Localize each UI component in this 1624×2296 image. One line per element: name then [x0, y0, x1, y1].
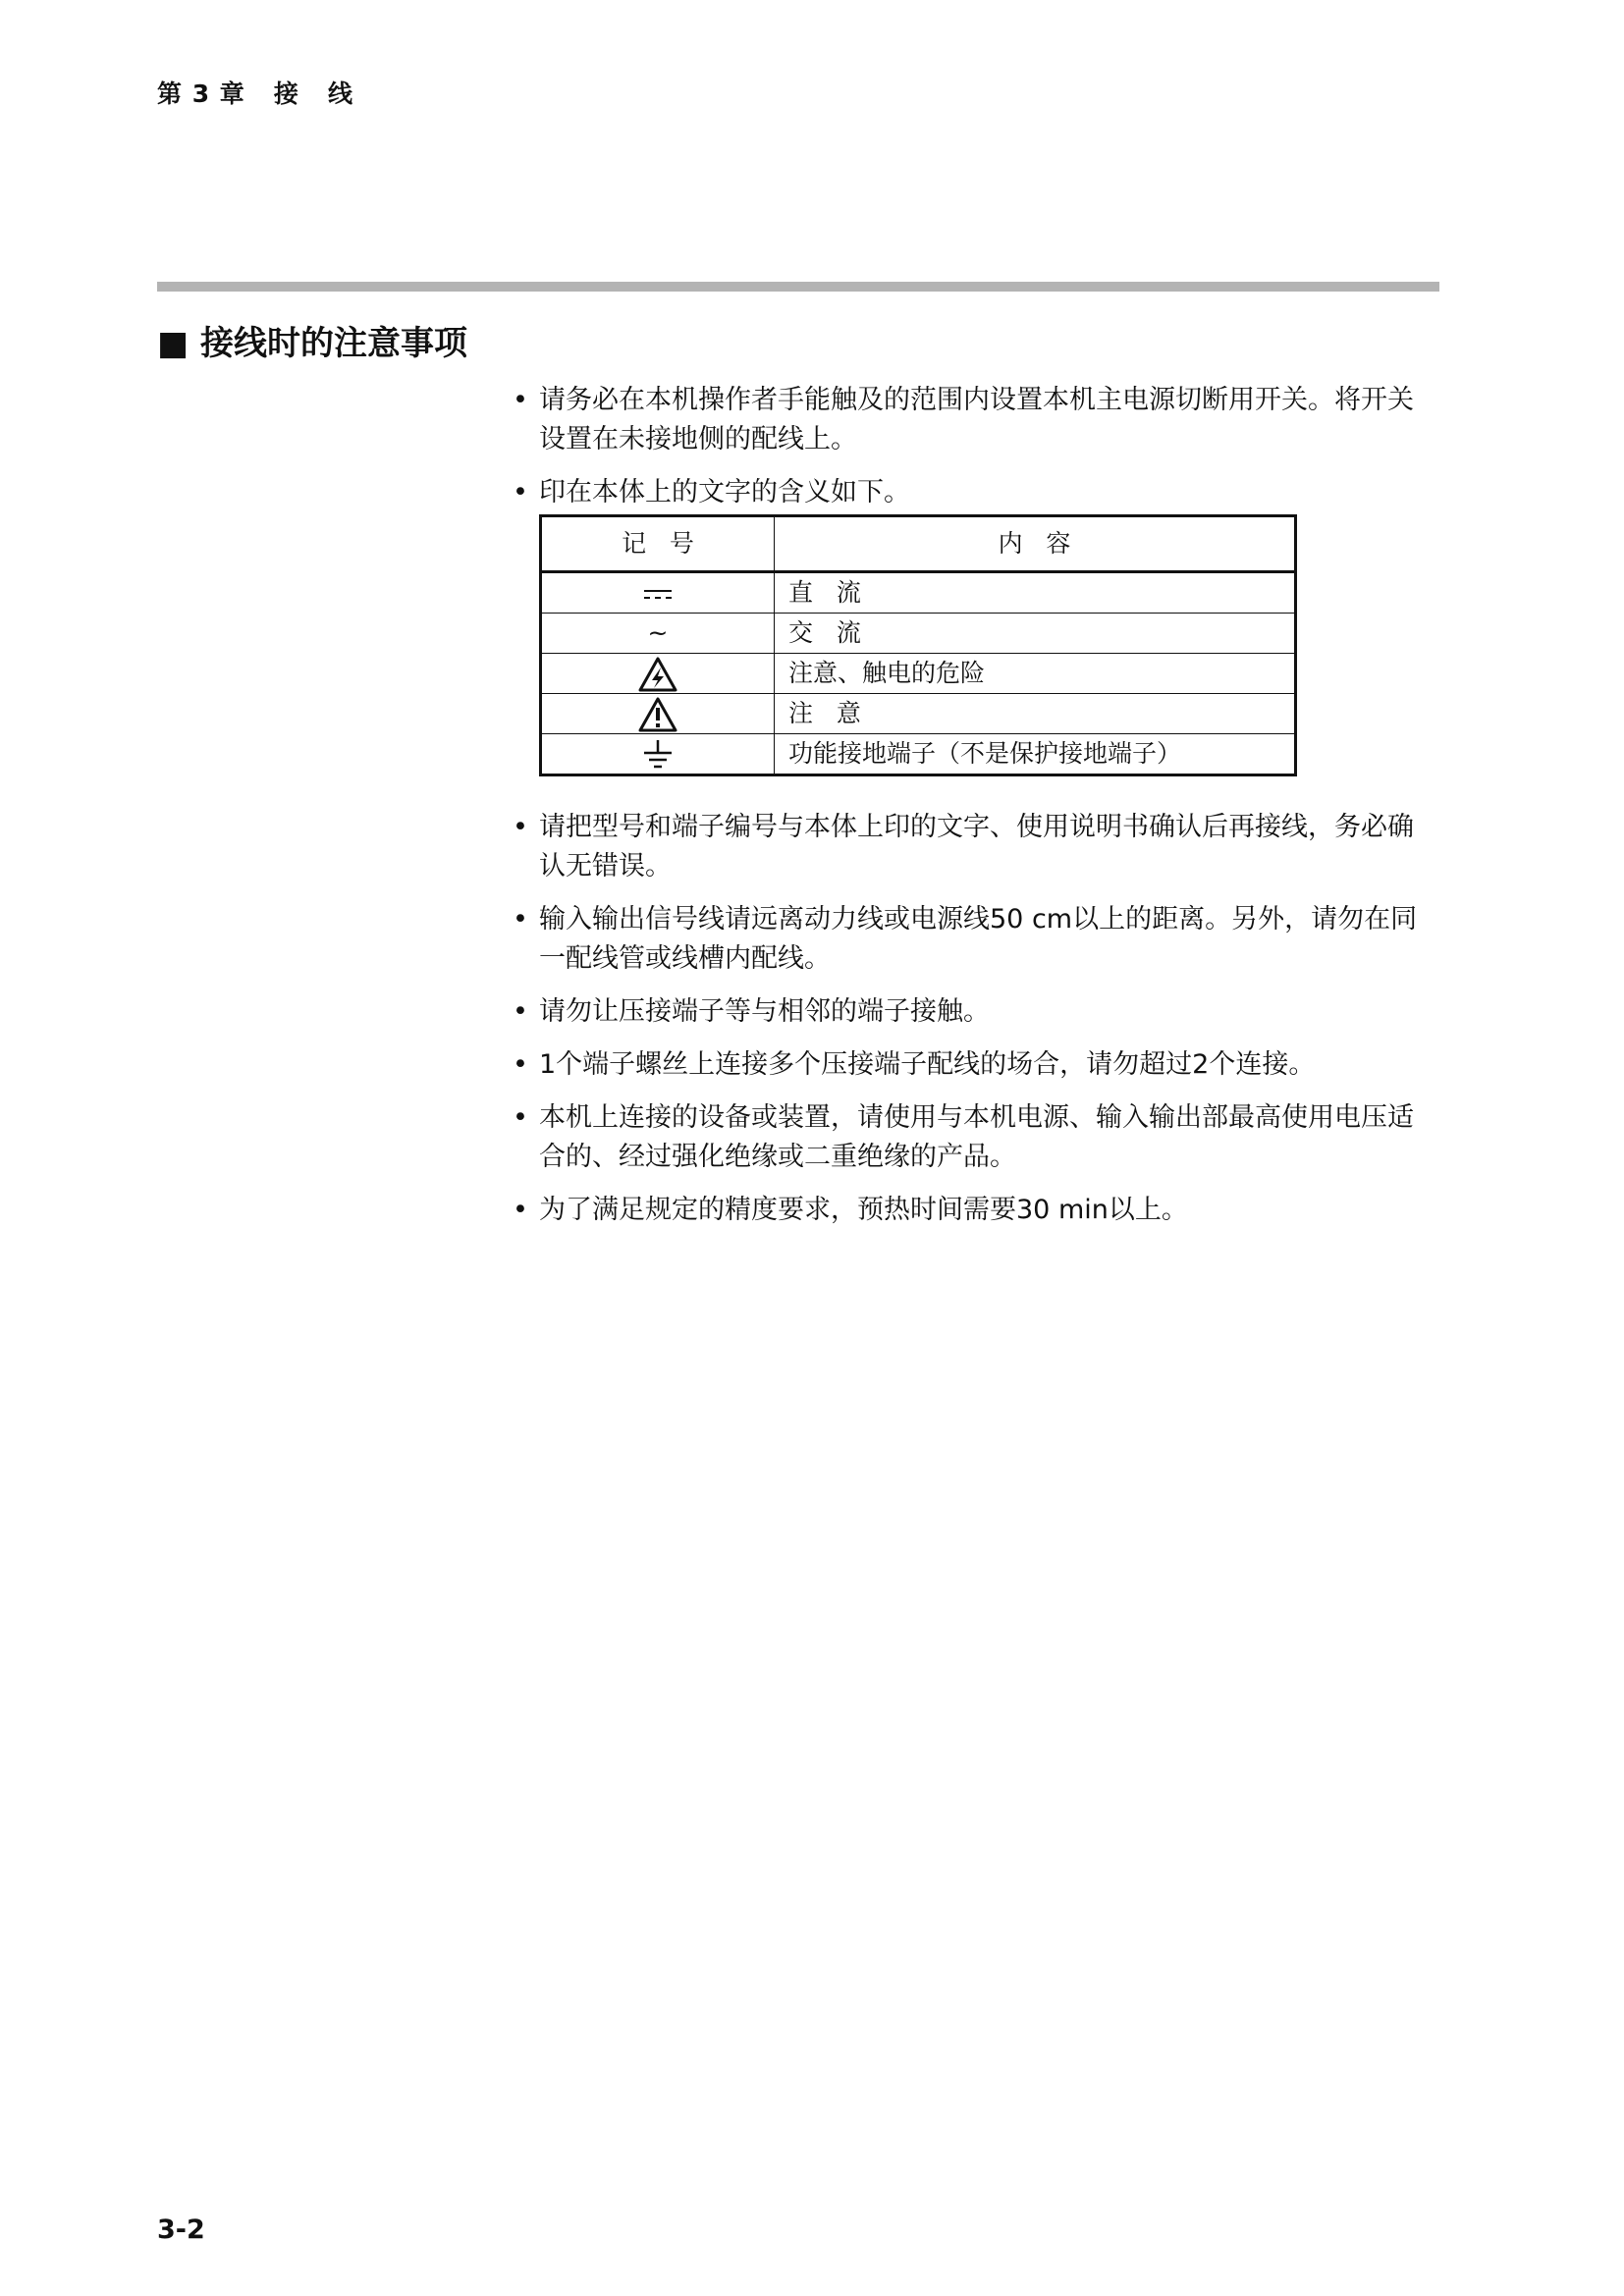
bullet-icon: • [513, 477, 528, 507]
dc-icon [643, 587, 673, 601]
electric-shock-warning-icon [638, 657, 677, 692]
table-row [541, 572, 1296, 614]
table-row [541, 734, 1296, 775]
meaning-cell: 注 意 [775, 694, 1296, 734]
list-item-text: 为了满足规定的精度要求，预热时间需要30 min以上。 [539, 1195, 1188, 1225]
list-item-text: 输入输出信号线请远离动力线或电源线50 cm以上的距离。另外，请勿在同一配线管或线槽内配线。 [539, 904, 1418, 974]
bullet-icon: • [513, 1102, 528, 1133]
bullet-icon: • [513, 812, 528, 842]
list-item-text: 请把型号和端子编号与本体上印的文字、使用说明书确认后再接线，务必确认无错误。 [539, 812, 1414, 881]
bullet-icon: • [513, 996, 528, 1027]
symbol-cell [541, 734, 775, 775]
ac-icon: ~ [647, 618, 669, 647]
list-item-text: 本机上连接的设备或装置，请使用与本机电源、输入输出部最高使用电压适合的、经过强化绝缘或二重绝缘的产品。 [539, 1102, 1414, 1172]
chapter-header: 第 3 章 接 线 [157, 80, 354, 108]
symbol-cell [541, 694, 775, 734]
bullet-icon: • [513, 1195, 528, 1225]
table-row [541, 694, 1296, 734]
list-item [513, 808, 1435, 886]
table-row [541, 654, 1296, 694]
page-number: 3-2 [157, 2215, 205, 2245]
section-marker: ■ [157, 324, 189, 363]
notes-list [513, 381, 1435, 1244]
list-item-text: 印在本体上的文字的含义如下。 [539, 477, 910, 507]
bullet-icon: • [513, 1049, 528, 1080]
section-title [157, 316, 467, 364]
meaning-cell: 直 流 [775, 572, 1296, 614]
list-item [513, 473, 1435, 512]
symbol-cell [541, 614, 775, 654]
functional-ground-icon [641, 739, 675, 771]
list-item [513, 1191, 1435, 1230]
list-item [513, 992, 1435, 1032]
list-item-text: 1个端子螺丝上连接多个压接端子配线的场合，请勿超过2个连接。 [539, 1049, 1316, 1080]
column-header-meaning: 内 容 [775, 516, 1296, 572]
section-title-text: 接线时的注意事项 [199, 324, 467, 363]
list-item [513, 900, 1435, 979]
symbol-meaning-table [539, 514, 1297, 776]
caution-icon [638, 697, 677, 732]
bullet-icon: • [513, 385, 528, 415]
list-item-text: 请勿让压接端子等与相邻的端子接触。 [539, 996, 990, 1027]
symbol-cell [541, 654, 775, 694]
meaning-cell: 功能接地端子（不是保护接地端子） [775, 734, 1296, 775]
table-row [541, 614, 1296, 654]
bullet-icon: • [513, 904, 528, 934]
meaning-cell: 交 流 [775, 614, 1296, 654]
column-header-symbol: 记 号 [541, 516, 775, 572]
list-item [513, 1098, 1435, 1177]
meaning-cell: 注意、触电的危险 [775, 654, 1296, 694]
table-header-row [541, 516, 1296, 572]
list-item [513, 381, 1435, 459]
list-item [513, 1045, 1435, 1085]
symbol-cell [541, 572, 775, 614]
section-divider [157, 282, 1439, 292]
list-item-text: 请务必在本机操作者手能触及的范围内设置本机主电源切断用开关。将开关设置在未接地侧的配线上。 [539, 385, 1414, 454]
